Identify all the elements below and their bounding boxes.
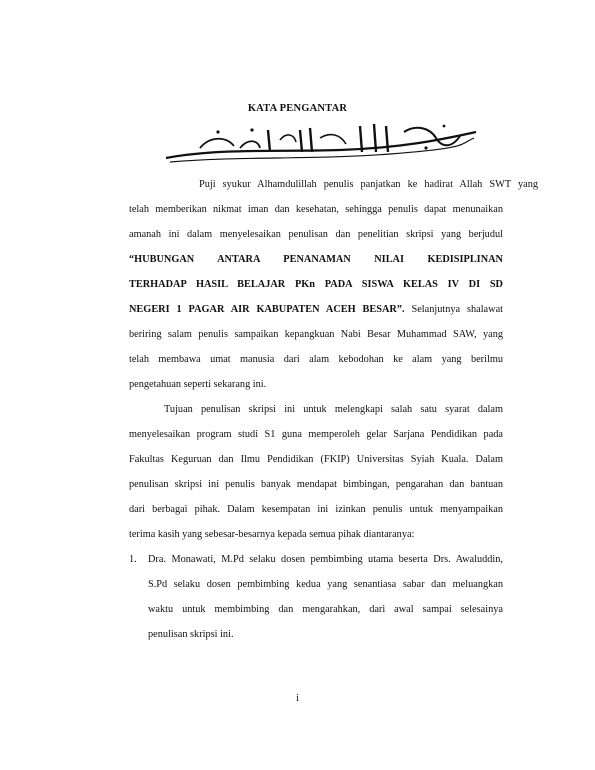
page-title: KATA PENGANTAR [247, 103, 348, 114]
paragraph-line: terima kasih yang sebesar-besarnya kepada semua pihak diantaranya: [129, 529, 415, 540]
paragraph-line: dari berbagai pihak. Dalam kesempatan ini izinkan penulis untuk menyampaikan [129, 504, 503, 515]
paragraph-line: Puji syukur Alhamdulillah penulis panjatkan ke hadirat Allah SWT yang [199, 179, 538, 190]
basmalah-calligraphy [160, 118, 480, 168]
paragraph-line: pengetahuan seperti sekarang ini. [129, 379, 267, 390]
paragraph-line: beriring salam penulis sampaikan kepangkuan Nabi Besar Muhammad SAW, yang [129, 329, 503, 340]
paragraph-line: menyelesaikan program studi S1 guna memperoleh gelar Sarjana Pendidikan pada [129, 429, 503, 440]
list-item-line: penulisan skripsi ini. [148, 629, 234, 640]
paragraph-text: Selanjutnya shalawat [404, 304, 503, 315]
paragraph-line: Tujuan penulisan skripsi ini untuk melengkapi salah satu syarat dalam [164, 404, 503, 415]
list-item-line: Dra. Monawati, M.Pd selaku dosen pembimbing utama beserta Drs. Awaluddin, [148, 554, 503, 565]
thesis-title-line: “HUBUNGAN ANTARA PENANAMAN NILAI KEDISIPLINAN [129, 254, 503, 265]
list-item-line: S.Pd selaku dosen pembimbing kedua yang senantiasa sabar dan meluangkan [148, 579, 503, 590]
paragraph-line: telah memberikan nikmat iman dan kesehatan, sehingga penulis dapat menunaikan [129, 204, 503, 215]
list-number: 1. [129, 554, 137, 565]
thesis-title-line: TERHADAP HASIL BELAJAR PKn PADA SISWA KELAS IV DI SD [129, 279, 503, 290]
list-item-line: waktu untuk membimbing dan mengarahkan, dari awal sampai selesainya [148, 604, 503, 615]
paragraph-line: telah membawa umat manusia dari alam kebodohan ke alam yang berilmu [129, 354, 503, 365]
page-number: i [296, 693, 299, 704]
thesis-title-end: NEGERI 1 PAGAR AIR KABUPATEN ACEH BESAR”. [129, 304, 405, 315]
paragraph-line: amanah ini dalam menyelesaikan penulisan dan penelitian skripsi yang berjudul [129, 229, 503, 240]
paragraph-line: Fakultas Keguruan dan Ilmu Pendidikan (FKIP) Universitas Syiah Kuala. Dalam [129, 454, 503, 465]
paragraph-line [129, 303, 503, 316]
paragraph-line: penulisan skripsi ini penulis banyak mendapat bimbingan, pengarahan dan bantuan [129, 479, 503, 490]
